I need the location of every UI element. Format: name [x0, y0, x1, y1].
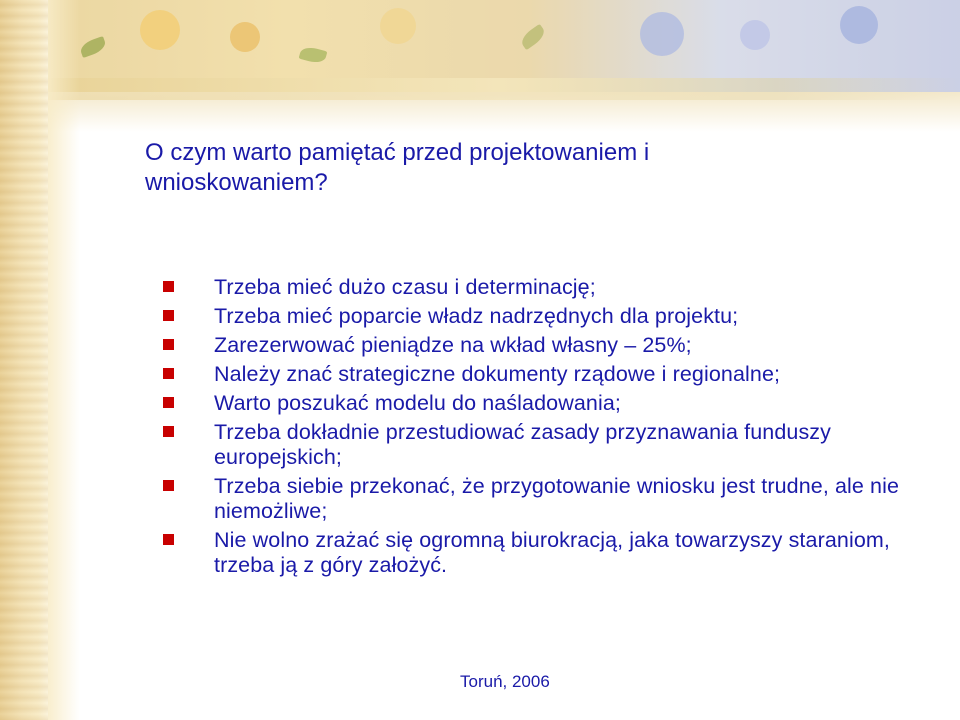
square-bullet-icon	[163, 339, 174, 350]
list-item	[162, 304, 902, 329]
decorative-flower-icon	[640, 12, 684, 56]
square-bullet-icon	[163, 281, 174, 292]
square-bullet-icon	[163, 310, 174, 321]
decorative-flower-icon	[740, 20, 770, 50]
square-bullet-icon	[163, 368, 174, 379]
bullet-text: Trzeba mieć poparcie władz nadrzędnych dla projektu;	[214, 304, 739, 328]
square-bullet-icon	[163, 534, 174, 545]
list-item	[162, 391, 902, 416]
bullet-text: Nie wolno zrażać się ogromną biurokracją, jaka towarzyszy staraniom, trzeba ją z góry założyć.	[214, 528, 890, 577]
list-item	[162, 362, 902, 387]
decorative-banner-fade	[0, 92, 960, 132]
decorative-flower-icon	[140, 10, 180, 50]
bullet-text: Trzeba mieć dużo czasu i determinację;	[214, 275, 596, 299]
footer-text: Toruń, 2006	[460, 672, 550, 691]
decorative-left-fade	[48, 0, 80, 720]
decorative-leaf-icon	[78, 36, 107, 58]
decorative-flower-icon	[230, 22, 260, 52]
decorative-flower-icon	[380, 8, 416, 44]
slide-title: O czym warto pamiętać przed projektowaniem i wnioskowaniem?	[145, 139, 650, 196]
bullet-text: Zarezerwować pieniądze na wkład własny – 25%;	[214, 333, 692, 357]
decorative-leaf-icon	[518, 24, 547, 50]
bullet-text: Warto poszukać modelu do naśladowania;	[214, 391, 621, 415]
square-bullet-icon	[163, 426, 174, 437]
bullet-text: Trzeba dokładnie przestudiować zasady przyznawania funduszy europejskich;	[214, 420, 831, 469]
list-item	[162, 528, 902, 578]
list-item	[162, 275, 902, 300]
square-bullet-icon	[163, 397, 174, 408]
bullet-text: Trzeba siebie przekonać, że przygotowanie wniosku jest trudne, ale nie niemożliwe;	[214, 474, 900, 523]
decorative-left-strip	[0, 0, 48, 720]
bullet-list	[162, 275, 902, 582]
list-item	[162, 333, 902, 358]
square-bullet-icon	[163, 480, 174, 491]
bullet-text: Należy znać strategiczne dokumenty rządowe i regionalne;	[214, 362, 781, 386]
list-item	[162, 474, 902, 524]
decorative-leaf-icon	[299, 45, 328, 65]
decorative-flower-icon	[840, 6, 878, 44]
list-item	[162, 420, 902, 470]
